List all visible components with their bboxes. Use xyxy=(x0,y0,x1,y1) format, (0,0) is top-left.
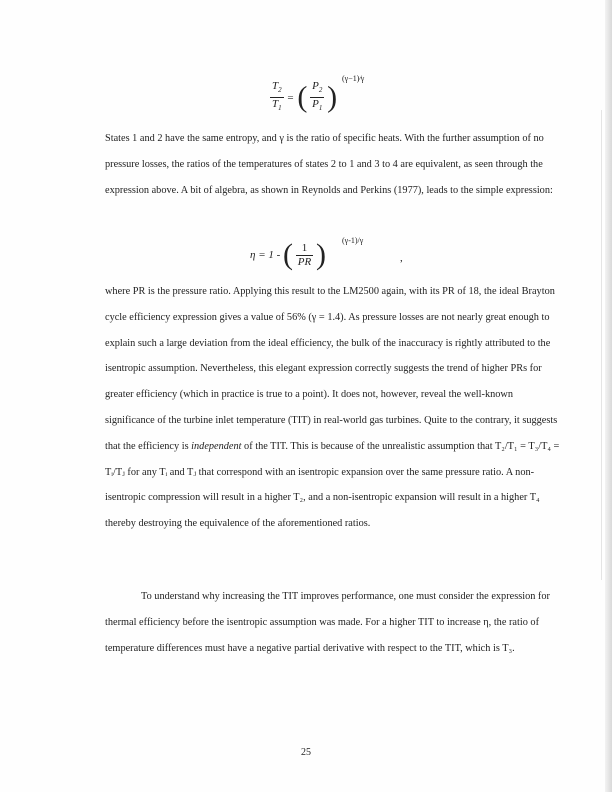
paragraph-text-a: where PR is the pressure ratio. Applying this result to the LM2500 again, with its PR of 18, the ideal Brayton cycle efficiency expression gives a value of 56% (γ = 1.4). As pressure losses are not nearly great enough to explain such a large deviation from the ideal efficiency, the bulk of the inaccuracy is rightly attributed to the isentropic assumption. Nevertheless, this elegant expression correctly suggests the trend of higher PRs for greater efficiency (which in practice is true to a point). It does not, however, reveal the well-known significance of the turbine inlet temperature (TIT) in real-world gas turbines. Quite to the contrary, it suggests that the efficiency is xyxy=(105,286,558,452)
rhs-numerator: P xyxy=(312,80,319,92)
fraction-denominator: PR xyxy=(297,255,312,268)
paragraph-brayton-efficiency xyxy=(105,279,560,537)
fraction-numerator: 1 xyxy=(296,242,313,256)
rhs-numerator-subscript: 2 xyxy=(318,86,323,95)
exponent: (γ−1)⁄γ xyxy=(342,74,365,83)
page-number: 25 xyxy=(301,747,311,758)
equation-isentropic-ratio xyxy=(270,74,365,115)
exponent: (γ-1)/γ xyxy=(342,236,364,245)
paragraph-entropy: States 1 and 2 have the same entropy, and γ is the ratio of specific heats. With the further assumption of no pressure losses, the ratios of the temperatures of states 2 to 1 and 3 to 4 are equivalent, as seen through the expression above. A bit of algebra, as shown in Reynolds and Perkins (1977), leads to the simple expression: xyxy=(105,133,553,196)
rhs-denominator: P xyxy=(312,98,319,111)
left-paren: ( xyxy=(297,80,308,114)
efficiency-lhs: η = 1 - xyxy=(250,249,281,261)
lhs-denominator: T xyxy=(272,98,279,111)
right-paren: ) xyxy=(327,80,338,114)
rhs-denominator-subscript: 1 xyxy=(318,104,323,113)
paragraph-tit-performance: To understand why increasing the TIT improves performance, one must consider the expression for thermal efficiency before the isentropic assumption was made. For a higher TIT to increase η, the ratio of temperature differences must have a negative partial derivative with respect to the TIT, which is T₃. xyxy=(105,591,550,654)
equals-sign: = xyxy=(287,91,294,104)
lhs-numerator: T xyxy=(272,80,279,92)
right-paren: ) xyxy=(316,238,326,271)
left-paren: ( xyxy=(283,238,294,271)
trailing-comma: , xyxy=(400,252,403,264)
lhs-denominator-subscript: 1 xyxy=(278,104,282,113)
scan-artifact-line xyxy=(601,110,602,580)
emphasis-independent: independent xyxy=(191,440,242,452)
rhs-fraction xyxy=(310,80,324,115)
pressure-ratio-fraction xyxy=(296,242,313,269)
scan-edge-shadow xyxy=(605,0,612,792)
lhs-numerator-subscript: 2 xyxy=(278,86,282,95)
equation-ideal-efficiency xyxy=(250,236,403,271)
lhs-fraction xyxy=(270,80,284,115)
paragraph-text-b: of the TIT. This is because of the unrealistic assumption that T₂/T₁ = T₃/T₄ = Tᵢ/Tⱼ for any Tᵢ and Tⱼ that correspond with an isentropic expansion over the same pressure ratio. A non-isentropic compression will result in a higher T₂, and a non-isentropic expansion will result in a higher T₄ thereby destroying the equivalence of the aforementioned ratios. xyxy=(105,440,560,530)
